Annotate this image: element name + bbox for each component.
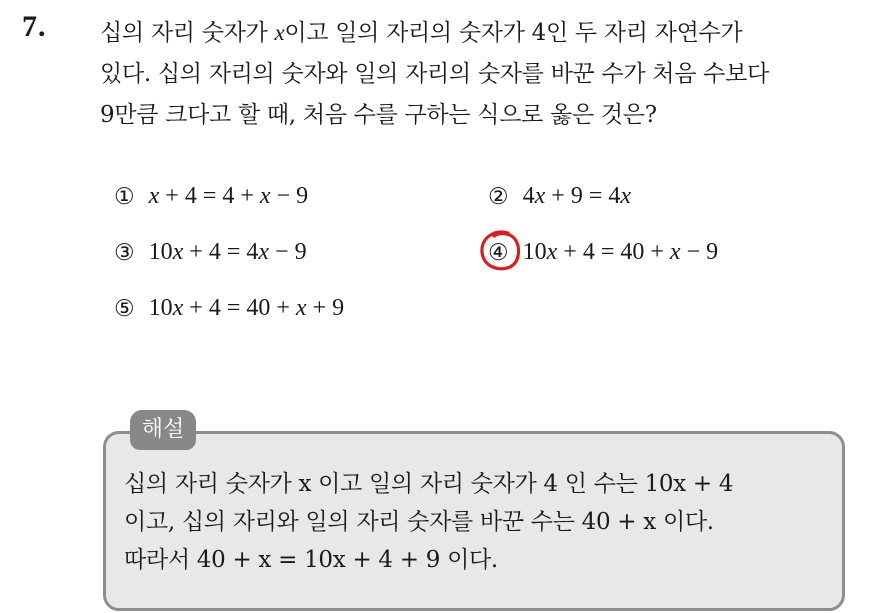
answer-circle-mark	[478, 228, 522, 274]
explanation-line-1: 십의 자리 숫자가 x 이고 일의 자리 숫자가 4 인 수는 10x + 4	[124, 471, 734, 497]
question-line-3: 9만큼 크다고 할 때, 처음 수를 구하는 식으로 옳은 것은?	[100, 102, 657, 128]
explanation-text	[124, 465, 834, 579]
choice-1[interactable]	[114, 183, 308, 210]
question-text	[100, 12, 870, 136]
choice-1-mark: ①	[114, 183, 135, 210]
variable-x: x	[274, 20, 285, 45]
choice-5[interactable]	[114, 295, 344, 322]
choice-4-mark: ④	[488, 239, 509, 266]
choice-1-expression: x + 4 = 4 + x − 9	[148, 183, 309, 209]
choice-3-expression: 10x + 4 = 4x − 9	[148, 239, 307, 265]
choice-5-mark: ⑤	[114, 295, 135, 322]
explanation-line-2: 이고, 십의 자리와 일의 자리 숫자를 바꾼 수는 40 + x 이다.	[124, 509, 714, 535]
question-line-1-part-b: 이고 일의 자리의 숫자가 4인 두 자리 자연수가	[284, 20, 743, 46]
explanation-line-3: 따라서 40 + x = 10x + 4 + 9 이다.	[124, 547, 498, 573]
choice-2[interactable]	[488, 183, 631, 210]
question-line-1-part-a: 십의 자리 숫자가	[100, 20, 275, 46]
choice-2-mark: ②	[488, 183, 509, 210]
choice-3[interactable]	[114, 239, 307, 266]
explanation-tag: 해설	[130, 410, 196, 450]
choice-5-expression: 10x + 4 = 40 + x + 9	[148, 295, 345, 321]
question-line-1	[100, 12, 870, 54]
question-number: 7.	[22, 10, 47, 43]
choice-4-expression: 10x + 4 = 40 + x − 9	[522, 239, 719, 265]
question-line-2: 있다. 십의 자리의 숫자와 일의 자리의 숫자를 바꾼 수가 처음 수보다	[100, 61, 769, 87]
choice-3-mark: ③	[114, 239, 135, 266]
choice-2-expression: 4x + 9 = 4x	[522, 183, 632, 209]
choice-4[interactable]	[488, 239, 718, 266]
